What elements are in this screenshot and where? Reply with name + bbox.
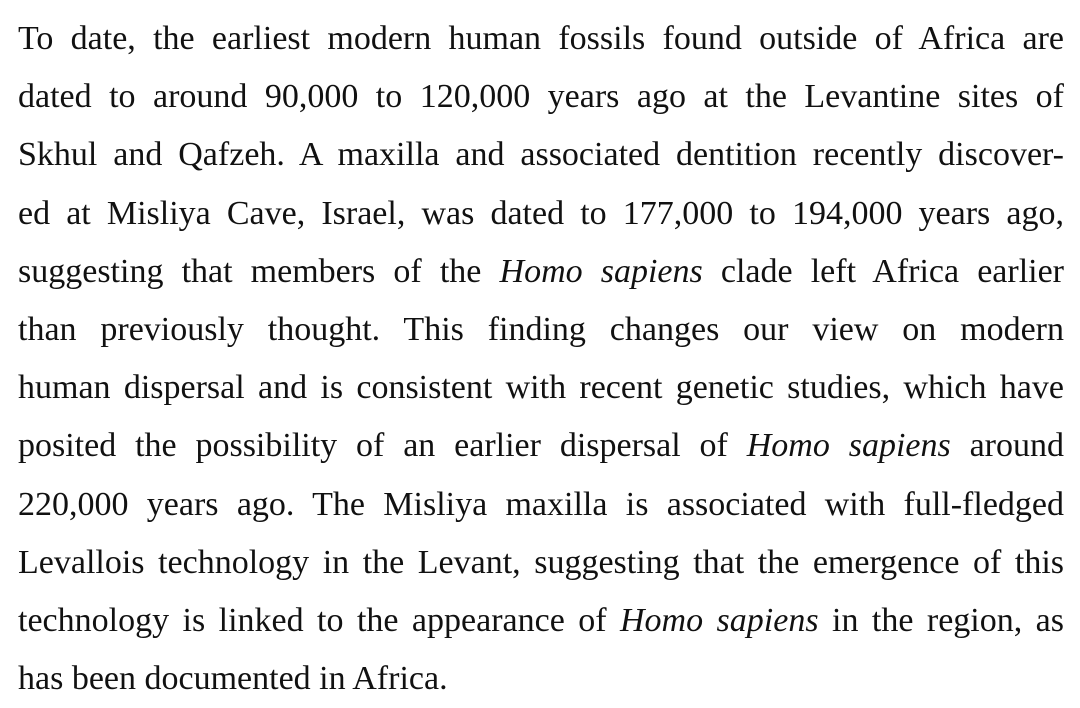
- text-line: [18, 476, 1064, 534]
- text-segment: has been documented in Africa.: [18, 660, 448, 698]
- text-line: [18, 243, 1064, 301]
- text-segment: around: [950, 427, 1064, 465]
- italic-species-name: Homo sapiens: [620, 602, 819, 640]
- text-segment: To date, the earliest modern human fossils found outside of Africa are: [18, 20, 1064, 57]
- abstract-paragraph: [18, 10, 1064, 708]
- text-line: [18, 592, 1064, 650]
- italic-species-name: Homo sapiens: [746, 427, 951, 465]
- text-segment: ed at Misliya Cave, Israel, was dated to 177,000 to 194,000 years ago,: [18, 194, 1064, 232]
- text-segment: clade left Africa earlier: [702, 252, 1065, 290]
- text-line: [18, 68, 1064, 126]
- text-segment: Levallois technology in the Levant, suggesting that the emergence of this: [18, 543, 1064, 581]
- text-segment: suggesting that members of the: [18, 252, 500, 290]
- text-segment: dated to around 90,000 to 120,000 years ago at the Levantine sites of: [18, 78, 1064, 116]
- text-line: [18, 185, 1064, 243]
- text-line: [18, 650, 1064, 708]
- text-line: [18, 301, 1064, 359]
- text-line: [18, 359, 1064, 417]
- text-line: [18, 534, 1064, 592]
- text-segment: human dispersal and is consistent with recent genetic studies, which have: [18, 369, 1064, 407]
- text-line: [18, 417, 1064, 475]
- text-line: [18, 10, 1064, 68]
- text-segment: than previously thought. This finding changes our view on modern: [18, 311, 1064, 349]
- text-segment: in the region, as: [818, 602, 1064, 640]
- text-line: [18, 126, 1064, 184]
- text-segment: 220,000 years ago. The Misliya maxilla is associated with full-fledged: [18, 485, 1064, 523]
- italic-species-name: Homo sapiens: [499, 252, 703, 290]
- text-segment: posited the possibility of an earlier dispersal of: [18, 427, 747, 465]
- text-segment: technology is linked to the appearance of: [18, 602, 620, 640]
- text-segment: Skhul and Qafzeh. A maxilla and associated dentition recently discover-: [18, 136, 1064, 174]
